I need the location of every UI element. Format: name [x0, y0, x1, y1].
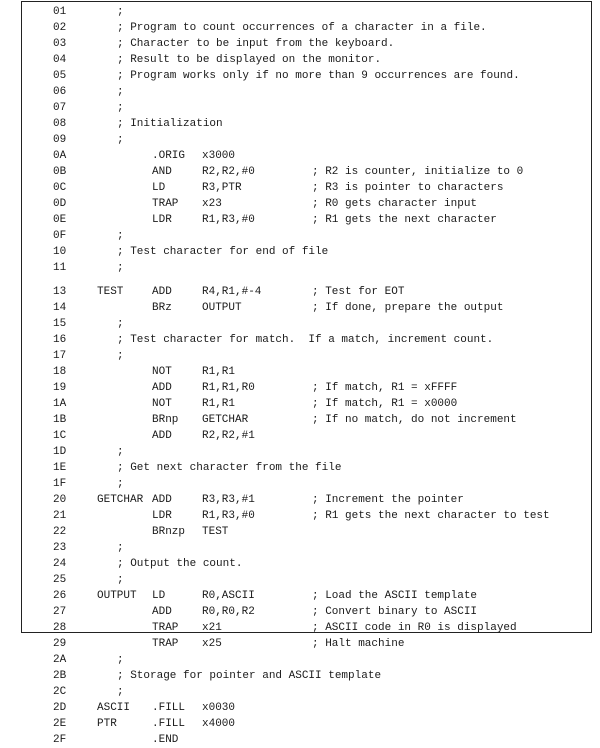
code-line — [22, 380, 591, 396]
line-operands: R0,ASCII — [202, 590, 255, 602]
line-opcode: ADD — [152, 494, 172, 506]
code-line — [22, 668, 591, 684]
line-label: PTR — [97, 718, 117, 730]
line-text: ; Initialization — [117, 118, 223, 130]
code-line — [22, 300, 591, 316]
code-line — [22, 492, 591, 508]
line-number: 17 — [53, 350, 67, 362]
listing-lines — [22, 4, 591, 748]
line-comment: ; Convert binary to ASCII — [312, 606, 478, 618]
line-opcode: AND — [152, 166, 172, 178]
line-text: ; — [117, 654, 124, 666]
line-operands: TEST — [202, 526, 229, 538]
code-line — [22, 428, 591, 444]
line-operands: x23 — [202, 198, 222, 210]
line-number: 04 — [53, 54, 67, 66]
code-line — [22, 412, 591, 428]
line-comment: ; R3 is pointer to characters — [312, 182, 504, 194]
line-comment: ; If done, prepare the output — [312, 302, 504, 314]
line-text: ; — [117, 6, 124, 18]
line-number: 2A — [53, 654, 67, 666]
code-line — [22, 716, 591, 732]
line-operands: R3,PTR — [202, 182, 242, 194]
line-text: ; — [117, 446, 124, 458]
code-line — [22, 52, 591, 68]
code-line — [22, 476, 591, 492]
line-text: ; — [117, 686, 124, 698]
line-text: ; Test character for end of file — [117, 246, 329, 258]
line-operands: R1,R1 — [202, 366, 236, 378]
line-comment: ; R0 gets character input — [312, 198, 478, 210]
line-comment: ; If match, R1 = xFFFF — [312, 382, 458, 394]
line-operands: x25 — [202, 638, 222, 650]
line-text: ; Output the count. — [117, 558, 243, 570]
line-opcode: LD — [152, 182, 166, 194]
line-number: 09 — [53, 134, 67, 146]
code-line — [22, 460, 591, 476]
code-listing — [21, 1, 592, 746]
code-line — [22, 244, 591, 260]
line-label: OUTPUT — [97, 590, 137, 602]
line-text: ; Character to be input from the keyboard. — [117, 38, 395, 50]
line-number: 11 — [53, 262, 67, 274]
line-operands: R0,R0,R2 — [202, 606, 255, 618]
code-line — [22, 116, 591, 132]
line-opcode: BRnzp — [152, 526, 186, 538]
line-label: GETCHAR — [97, 494, 144, 506]
code-line — [22, 364, 591, 380]
line-number: 20 — [53, 494, 67, 506]
line-text: ; — [117, 478, 124, 490]
code-line — [22, 228, 591, 244]
line-comment: ; Halt machine — [312, 638, 405, 650]
line-number: 2C — [53, 686, 67, 698]
code-line — [22, 588, 591, 604]
line-text: ; — [117, 134, 124, 146]
line-number: 1B — [53, 414, 67, 426]
code-line — [22, 164, 591, 180]
line-comment: ; R1 gets the next character — [312, 214, 497, 226]
line-operands: x3000 — [202, 150, 236, 162]
code-line — [22, 732, 591, 748]
code-line — [22, 684, 591, 700]
code-line — [22, 132, 591, 148]
line-label: ASCII — [97, 702, 131, 714]
line-number: 0A — [53, 150, 67, 162]
line-text: ; Program works only if no more than 9 occurrences are found. — [117, 70, 520, 82]
line-text: ; Program to count occurrences of a character in a file. — [117, 22, 487, 34]
line-number: 07 — [53, 102, 67, 114]
line-operands: R1,R1,R0 — [202, 382, 255, 394]
line-operands: x4000 — [202, 718, 236, 730]
line-text: ; — [117, 230, 124, 242]
code-line — [22, 700, 591, 716]
line-number: 29 — [53, 638, 67, 650]
line-comment: ; Test for EOT — [312, 286, 405, 298]
line-number: 2E — [53, 718, 67, 730]
line-operands: R1,R3,#0 — [202, 510, 255, 522]
line-number: 10 — [53, 246, 67, 258]
line-number: 08 — [53, 118, 67, 130]
line-number: 0E — [53, 214, 67, 226]
line-operands: x0030 — [202, 702, 236, 714]
code-line — [22, 4, 591, 20]
line-comment: ; R1 gets the next character to test — [312, 510, 550, 522]
code-line — [22, 604, 591, 620]
code-line — [22, 508, 591, 524]
line-number: 27 — [53, 606, 67, 618]
code-line — [22, 36, 591, 52]
line-operands: R2,R2,#0 — [202, 166, 255, 178]
line-number: 1A — [53, 398, 67, 410]
line-operands: OUTPUT — [202, 302, 242, 314]
line-opcode: NOT — [152, 398, 172, 410]
listing-gap — [22, 276, 591, 284]
line-operands: R2,R2,#1 — [202, 430, 255, 442]
code-line — [22, 260, 591, 276]
line-opcode: ADD — [152, 286, 172, 298]
line-text: ; Test character for match. If a match, increment count. — [117, 334, 494, 346]
code-line — [22, 348, 591, 364]
line-number: 21 — [53, 510, 67, 522]
code-line — [22, 652, 591, 668]
line-text: ; Storage for pointer and ASCII template — [117, 670, 382, 682]
line-number: 0C — [53, 182, 67, 194]
line-number: 1D — [53, 446, 67, 458]
line-opcode: TRAP — [152, 622, 179, 634]
line-number: 1C — [53, 430, 67, 442]
line-number: 18 — [53, 366, 67, 378]
line-opcode: .ORIG — [152, 150, 186, 162]
code-line — [22, 212, 591, 228]
line-text: ; — [117, 102, 124, 114]
line-opcode: NOT — [152, 366, 172, 378]
line-text: ; Result to be displayed on the monitor. — [117, 54, 382, 66]
line-opcode: LDR — [152, 214, 172, 226]
line-number: 01 — [53, 6, 67, 18]
line-number: 06 — [53, 86, 67, 98]
line-opcode: .END — [152, 734, 179, 746]
line-text: ; — [117, 574, 124, 586]
line-number: 24 — [53, 558, 67, 570]
line-comment: ; Increment the pointer — [312, 494, 464, 506]
code-line — [22, 444, 591, 460]
line-number: 0B — [53, 166, 67, 178]
line-operands: R1,R3,#0 — [202, 214, 255, 226]
line-opcode: LD — [152, 590, 166, 602]
line-operands: x21 — [202, 622, 222, 634]
line-number: 2D — [53, 702, 67, 714]
line-opcode: .FILL — [152, 718, 186, 730]
code-line — [22, 524, 591, 540]
code-line — [22, 556, 591, 572]
code-line — [22, 284, 591, 300]
line-number: 15 — [53, 318, 67, 330]
line-operands: R3,R3,#1 — [202, 494, 255, 506]
line-operands: R1,R1 — [202, 398, 236, 410]
code-line — [22, 180, 591, 196]
line-text: ; — [117, 262, 124, 274]
line-text: ; Get next character from the file — [117, 462, 342, 474]
line-number: 02 — [53, 22, 67, 34]
line-number: 25 — [53, 574, 67, 586]
line-opcode: TRAP — [152, 198, 179, 210]
line-comment: ; R2 is counter, initialize to 0 — [312, 166, 524, 178]
line-number: 1F — [53, 478, 67, 490]
code-line — [22, 196, 591, 212]
line-label: TEST — [97, 286, 124, 298]
line-number: 19 — [53, 382, 67, 394]
line-opcode: LDR — [152, 510, 172, 522]
line-opcode: ADD — [152, 606, 172, 618]
code-line — [22, 84, 591, 100]
line-operands: R4,R1,#-4 — [202, 286, 262, 298]
code-line — [22, 396, 591, 412]
line-text: ; — [117, 86, 124, 98]
code-line — [22, 572, 591, 588]
line-operands: GETCHAR — [202, 414, 249, 426]
line-text: ; — [117, 350, 124, 362]
line-number: 03 — [53, 38, 67, 50]
line-number: 23 — [53, 542, 67, 554]
line-comment: ; ASCII code in R0 is displayed — [312, 622, 517, 634]
code-line — [22, 316, 591, 332]
code-line — [22, 636, 591, 652]
code-line — [22, 68, 591, 84]
line-number: 0F — [53, 230, 67, 242]
line-opcode: BRz — [152, 302, 172, 314]
code-line — [22, 332, 591, 348]
line-number: 05 — [53, 70, 67, 82]
code-line — [22, 20, 591, 36]
line-comment: ; If match, R1 = x0000 — [312, 398, 458, 410]
line-number: 2F — [53, 734, 67, 746]
line-opcode: BRnp — [152, 414, 179, 426]
line-number: 1E — [53, 462, 67, 474]
code-line — [22, 100, 591, 116]
line-opcode: .FILL — [152, 702, 186, 714]
line-number: 28 — [53, 622, 67, 634]
line-opcode: TRAP — [152, 638, 179, 650]
line-opcode: ADD — [152, 382, 172, 394]
line-text: ; — [117, 318, 124, 330]
line-opcode: ADD — [152, 430, 172, 442]
line-number: 13 — [53, 286, 67, 298]
code-line — [22, 620, 591, 636]
line-number: 22 — [53, 526, 67, 538]
line-comment: ; If no match, do not increment — [312, 414, 517, 426]
line-number: 0D — [53, 198, 67, 210]
line-number: 26 — [53, 590, 67, 602]
line-number: 16 — [53, 334, 67, 346]
code-line — [22, 540, 591, 556]
line-number: 14 — [53, 302, 67, 314]
line-number: 2B — [53, 670, 67, 682]
code-line — [22, 148, 591, 164]
line-comment: ; Load the ASCII template — [312, 590, 478, 602]
line-text: ; — [117, 542, 124, 554]
